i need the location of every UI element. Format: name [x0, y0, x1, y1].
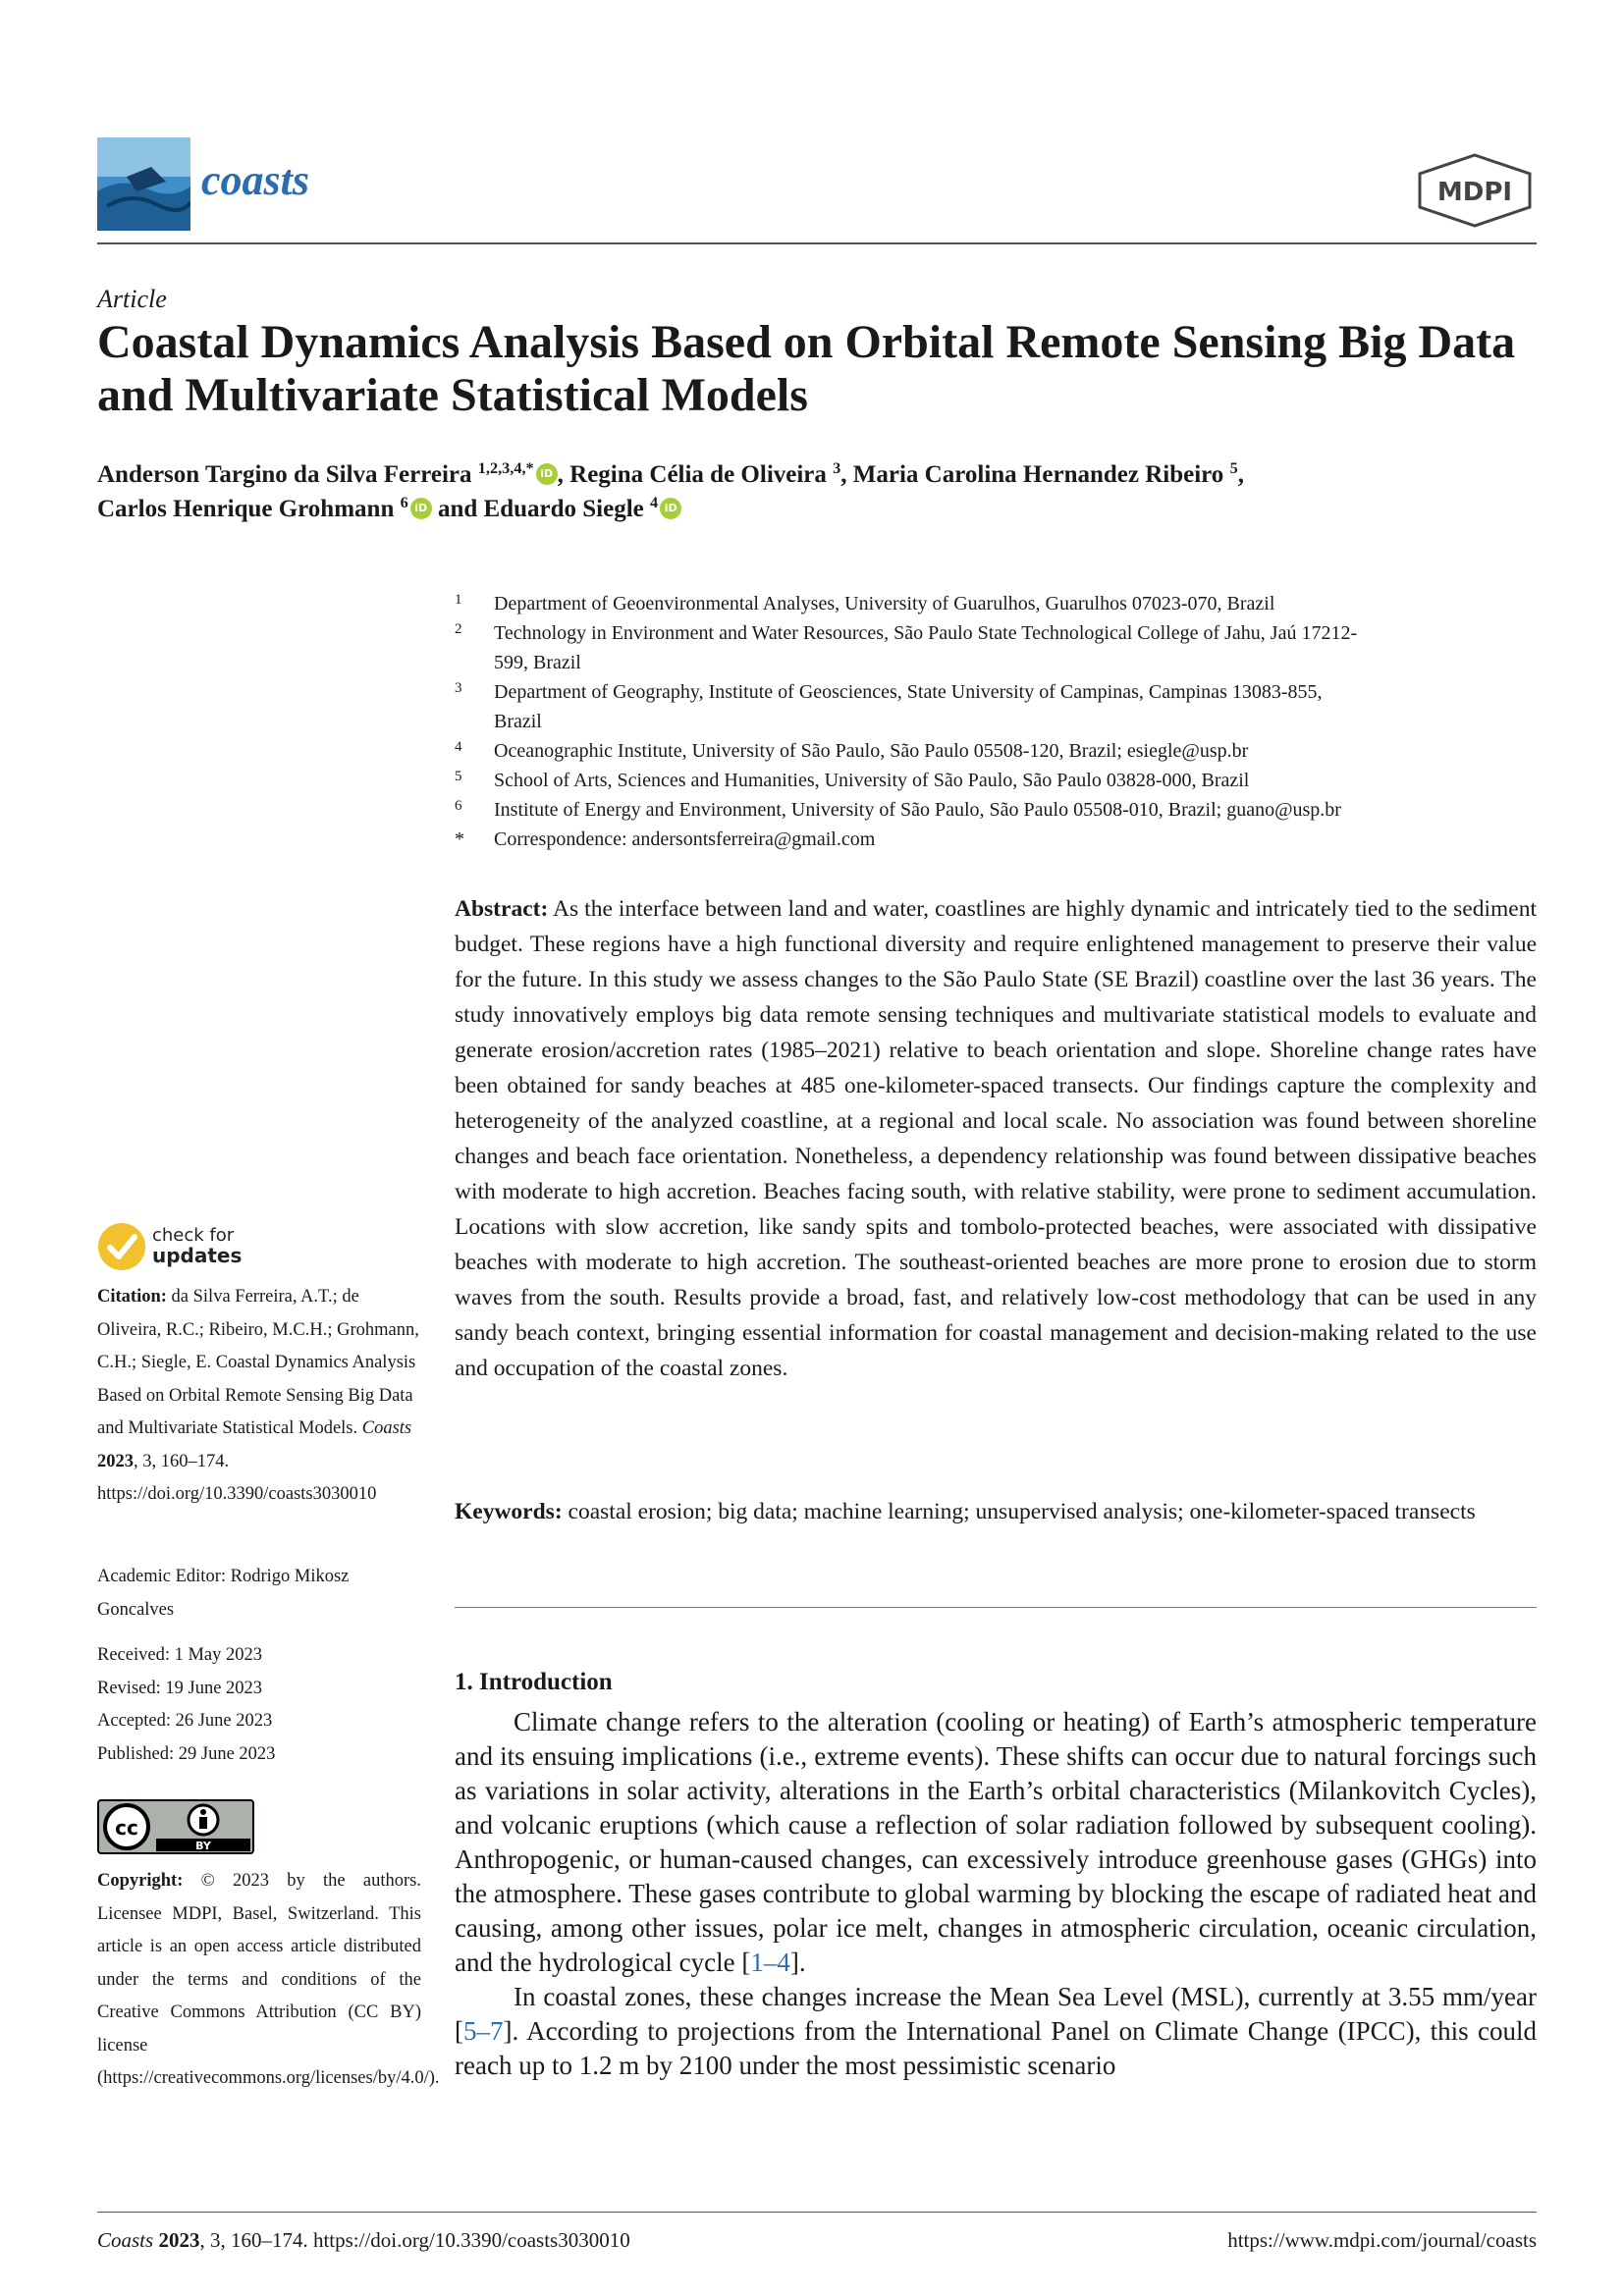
author-connector: and [437, 496, 478, 522]
affiliation-number: 4 [455, 739, 462, 755]
orcid-icon[interactable]: iD [660, 498, 681, 519]
check-line-1: check for [152, 1225, 235, 1246]
affiliation-number: 3 [455, 680, 462, 696]
keywords-label: Keywords: [455, 1499, 563, 1524]
copyright-text: © 2023 by the authors. Licensee MDPI, Basel, Switzerland. This article is an open access article distributed under the terms and conditions of the Creative Commons Attribution (CC BY) license (https://creativecommons.org/licenses/by/4.0/). [97, 1871, 440, 2088]
paragraph-text: In coastal zones, these changes increase the Mean Sea Level (MSL), currently at 3.55 mm/year [ [455, 1982, 1537, 2046]
author-affiliation: 4 [650, 494, 659, 511]
received-date: Received: 1 May 2023 [97, 1645, 262, 1665]
affiliation-item [455, 618, 1378, 677]
author-affiliation: 5 [1229, 459, 1238, 477]
accepted-date: Accepted: 26 June 2023 [97, 1711, 273, 1731]
author-name: Eduardo Siegle [483, 496, 644, 522]
affiliation-number: * [455, 828, 464, 850]
affiliation-text: Department of Geoenvironmental Analyses, University of Guarulhos, Guarulhos 07023-070, Brazil [494, 593, 1275, 614]
footer-citation [97, 2228, 630, 2253]
keywords [455, 1494, 1537, 1529]
revised-date: Revised: 19 June 2023 [97, 1678, 263, 1698]
paragraph [455, 1980, 1537, 2083]
header-rule [97, 242, 1537, 244]
citation-text: da Silva Ferreira, A.T.; de Oliveira, R.C.; Ribeiro, M.C.H.; Grohmann, C.H.; Siegle, E. Coastal Dynamics Analysis Based on Orbital Remote Sensing Big Data and Multivariate Statistical Models. [97, 1287, 419, 1438]
paragraph-text: ]. According to projections from the International Panel on Climate Change (IPCC), this could reach up to 1.2 m by 2100 under the most pessimistic scenario [455, 2016, 1537, 2080]
reference-link[interactable]: 1–4 [750, 1948, 790, 1977]
abstract-label: Abstract: [455, 896, 549, 922]
copyright-block [97, 1865, 440, 2096]
affiliation-item [455, 589, 1544, 618]
svg-text:cc: cc [115, 1816, 138, 1840]
affiliation-number: 2 [455, 621, 462, 637]
check-for-updates-label[interactable] [152, 1225, 242, 1266]
authors-line-1: Anderson Targino da Silva Ferreira $^{1,2,3,4,*}$ iD , Regina Célia de Oliveira $^3$, Maria Carolina Hernandez Ribeiro $^5$, [97, 459, 1244, 488]
affiliation-number: 1 [455, 592, 462, 608]
cc-by-license-icon[interactable] [97, 1799, 254, 1854]
affiliations-list [455, 589, 1544, 854]
publisher-name: MDPI [1436, 178, 1513, 207]
journal-logo-icon [97, 137, 190, 231]
citation-label: Citation: [97, 1287, 167, 1307]
article-title: Coastal Dynamics Analysis Based on Orbital Remote Sensing Big Data and Multivariate Statistical Models [97, 316, 1516, 421]
section-heading: 1. Introduction [455, 1669, 613, 1695]
affiliation-text: Technology in Environment and Water Resources, São Paulo State Technological College of Jahu, Jaú 17212-599, Brazil [494, 622, 1358, 673]
citation-rest[interactable]: , 3, 160–174. https://doi.org/10.3390/coasts3030010 [97, 1451, 377, 1504]
citation-journal: Coasts [361, 1418, 412, 1438]
author-affiliation: 1,2,3,4,* [477, 459, 534, 477]
orcid-icon[interactable]: iD [536, 463, 558, 485]
affiliation-text: Institute of Energy and Environment, University of São Paulo, São Paulo 05508-010, Brazil; guano@usp.br [494, 799, 1341, 821]
affiliation-item [455, 677, 1358, 736]
paragraph-text: Climate change refers to the alteration (cooling or heating) of Earth’s atmospheric temperature and its ensuing implications (i.e., extreme events). These shifts can occur due to natural forcings such as variations in solar activity, alterations in the Earth’s orbital characteristics (Milankovitch Cycles), and volcanic eruptions (which cause a reflection of solar radiation followed by subsequent cooling). Anthropogenic, or human-caused changes, can excessively introduce greenhouse gases (GHGs) into the atmosphere. These gases contribute to global warming by blocking the escape of radiated heat and causing, among other issues, polar ice melt, changes in atmospheric circulation, oceanic circulation, and the hydrological cycle [ [455, 1707, 1537, 1977]
footer-journal-url[interactable]: https://www.mdpi.com/journal/coasts [1227, 2228, 1537, 2252]
intro-body [455, 1705, 1537, 2083]
affiliation-number: 6 [455, 798, 462, 814]
affiliation-item [455, 825, 1544, 854]
authors-line-2 [97, 496, 681, 523]
author-name: Maria Carolina Hernandez Ribeiro [852, 461, 1224, 488]
cc-by-label: BY [195, 1840, 211, 1852]
section-divider [455, 1607, 1537, 1608]
author-name: Anderson Targino da Silva Ferreira [97, 461, 472, 488]
footer-year: 2023 [158, 2228, 200, 2252]
academic-editor: Academic Editor: Rodrigo Mikosz Goncalves [97, 1567, 350, 1620]
abstract-text: As the interface between land and water, coastlines are highly dynamic and intricately tied to the sediment budget. These regions have a high functional diversity and require enlightened management to preserve their value for the future. In this study we assess changes to the São Paulo State (SE Brazil) coastline over the last 36 years. The study innovatively employs big data remote sensing techniques and multivariate statistical models to evaluate and generate erosion/accretion rates (1985–2021) relative to beach orientation and slope. Shoreline change rates have been obtained for sandy beaches at 485 one-kilometer-spaced transects. Our findings capture the complexity and heterogeneity of the analyzed coastline, at a regional and local scale. No association was found between shoreline changes and beach face orientation. Nonetheless, a dependency relationship was found between dissipative beaches with moderate to high accretion. Beaches facing south, with relative stability, were prone to sediment accumulation. Locations with slow accretion, like sandy spits and tombolo-protected beaches, were associated with dissipative beaches with moderate to high accretion. The southeast-oriented beaches are more prone to erosion due to storm waves from the south. Results provide a broad, fast, and relatively low-cost methodology that can be used in any sandy beach context, bringing essential information for coastal management and decision-making related to the use and occupation of the coastal zones. [455, 896, 1537, 1381]
author-affiliation: 6 [400, 494, 408, 511]
orcid-icon[interactable]: iD [410, 498, 432, 519]
affiliation-text: School of Arts, Sciences and Humanities, University of São Paulo, São Paulo 03828-000, Brazil [494, 770, 1250, 791]
copyright-label: Copyright: [97, 1871, 184, 1891]
published-date: Published: 29 June 2023 [97, 1743, 276, 1764]
affiliation-item [455, 795, 1544, 825]
footer-rule [97, 2212, 1537, 2213]
correspondence-text: Correspondence: andersontsferreira@gmail.com [494, 828, 876, 850]
footer-doi[interactable]: , 3, 160–174. https://doi.org/10.3390/coasts3030010 [199, 2228, 630, 2252]
affiliation-item [455, 766, 1544, 795]
affiliation-text: Department of Geography, Institute of Geosciences, State University of Campinas, Campinas 13083-855, Brazil [494, 681, 1323, 732]
affiliation-item [455, 736, 1544, 766]
author-name: Carlos Henrique Grohmann [97, 496, 395, 522]
publication-dates [97, 1639, 421, 1771]
check-line-2: updates [152, 1244, 243, 1267]
abstract [455, 891, 1537, 1386]
mdpi-logo-icon [1414, 152, 1537, 229]
author-name: Regina Célia de Oliveira [569, 461, 827, 488]
footer-journal: Coasts [97, 2228, 154, 2252]
affiliation-number: 5 [455, 769, 462, 784]
author-affiliation: 3 [833, 459, 841, 477]
article-type: Article [97, 285, 167, 313]
paragraph [455, 1705, 1537, 1980]
affiliation-text: Oceanographic Institute, University of São Paulo, São Paulo 05508-120, Brazil; esiegle@usp.br [494, 740, 1249, 762]
paragraph-text: ]. [789, 1948, 806, 1977]
reference-link[interactable]: 5–7 [463, 2016, 504, 2046]
citation-block [97, 1281, 421, 1512]
journal-name: coasts [201, 156, 309, 204]
citation-year: 2023 [97, 1451, 134, 1471]
keywords-text: coastal erosion; big data; machine learning; unsupervised analysis; one-kilometer-spaced transects [568, 1499, 1476, 1524]
